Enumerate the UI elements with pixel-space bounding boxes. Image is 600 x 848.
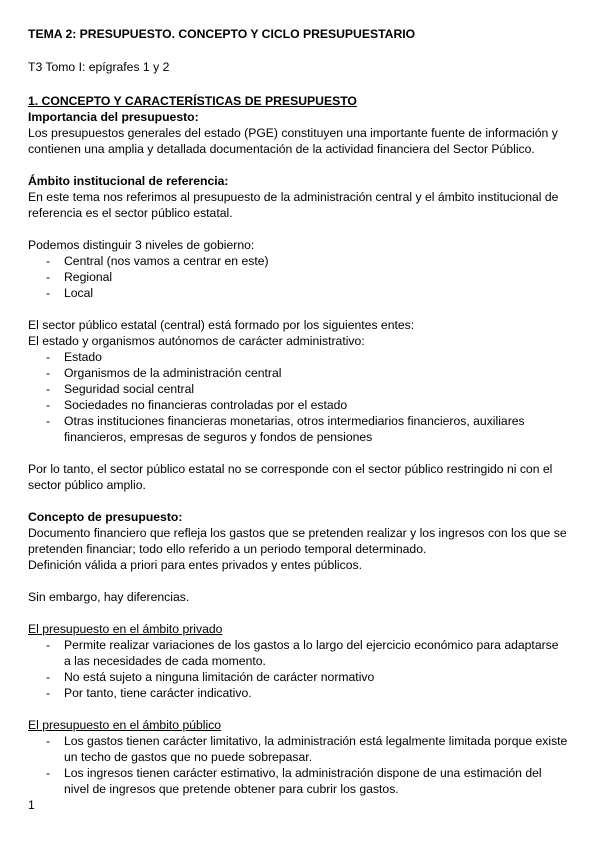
- privado-heading: El presupuesto en el ámbito privado: [28, 622, 223, 636]
- list-item: - Organismos de la administración central: [46, 366, 282, 380]
- publico-list: [28, 733, 568, 797]
- sin-embargo-text: Sin embargo, hay diferencias.: [28, 590, 190, 604]
- list-item: - Por tanto, tiene carácter indicativo.: [46, 686, 252, 700]
- concepto-text: Documento financiero que refleja los gastos que se pretenden realizar y los ingresos con los que se pretenden financiar; todo ello referido a un periodo temporal determinado.: [28, 526, 567, 556]
- publico-heading: El presupuesto en el ámbito público: [28, 718, 222, 732]
- section-heading: 1. CONCEPTO Y CARACTERÍSTICAS DE PRESUPUESTO: [28, 94, 357, 108]
- document-title: TEMA 2: PRESUPUESTO. CONCEPTO Y CICLO PRESUPUESTARIO: [28, 27, 416, 41]
- list-item: - Los ingresos tienen carácter estimativo, la administración dispone de una estimación del nivel de ingresos que pretende obtener para cubrir los gastos.: [46, 766, 542, 796]
- ambito-heading: Ámbito institucional de referencia:: [28, 174, 229, 188]
- por-lo-tanto-text: Por lo tanto, el sector público estatal no se corresponde con el sector público restringido ni con el sector público amplio.: [28, 462, 553, 492]
- privado-list: [28, 637, 568, 701]
- list-item: - Seguridad social central: [46, 382, 195, 396]
- definicion-text: Definición válida a priori para entes privados y entes públicos.: [28, 558, 362, 572]
- list-item: - Regional: [46, 270, 113, 284]
- niveles-list: [28, 253, 568, 301]
- concepto-heading: Concepto de presupuesto:: [28, 510, 183, 524]
- sector-intro-1: El sector público estatal (central) está formado por los siguientes entes:: [28, 318, 415, 332]
- ambito-text: En este tema nos referimos al presupuesto de la administración central y el ámbito institucional de referencia es el sector público estatal.: [28, 190, 559, 220]
- list-item: - Central (nos vamos a centrar en este): [46, 254, 269, 268]
- list-item: - Permite realizar variaciones de los gastos a lo largo del ejercicio económico para adaptarse a las necesidades de cada momento.: [46, 638, 559, 668]
- list-item: - No está sujeto a ninguna limitación de carácter normativo: [46, 670, 375, 684]
- sector-intro-2: El estado y organismos autónomos de carácter administrativo:: [28, 334, 365, 348]
- document-page: [28, 26, 568, 797]
- list-item: - Estado: [46, 350, 102, 364]
- niveles-intro: Podemos distinguir 3 niveles de gobierno:: [28, 238, 255, 252]
- list-item: - Local: [46, 286, 94, 300]
- importancia-text: Los presupuestos generales del estado (PGE) constituyen una importante fuente de información y contienen una amplia y detallada documentación de la actividad financiera del Sector Público.: [28, 126, 558, 156]
- list-item: - Sociedades no financieras controladas por el estado: [46, 398, 348, 412]
- page-number: 1: [28, 798, 35, 812]
- document-subtitle: T3 Tomo I: epígrafes 1 y 2: [28, 60, 170, 74]
- entes-list: [28, 349, 568, 445]
- list-item: - Otras instituciones financieras monetarias, otros intermediarios financieros, auxiliares financieros, empresas de seguros y fondos de pensiones: [46, 414, 525, 444]
- list-item: - Los gastos tienen carácter limitativo, la administración está legalmente limitada porque existe un techo de gastos que no puede sobrepasar.: [46, 734, 568, 764]
- importancia-heading: Importancia del presupuesto:: [28, 110, 199, 124]
